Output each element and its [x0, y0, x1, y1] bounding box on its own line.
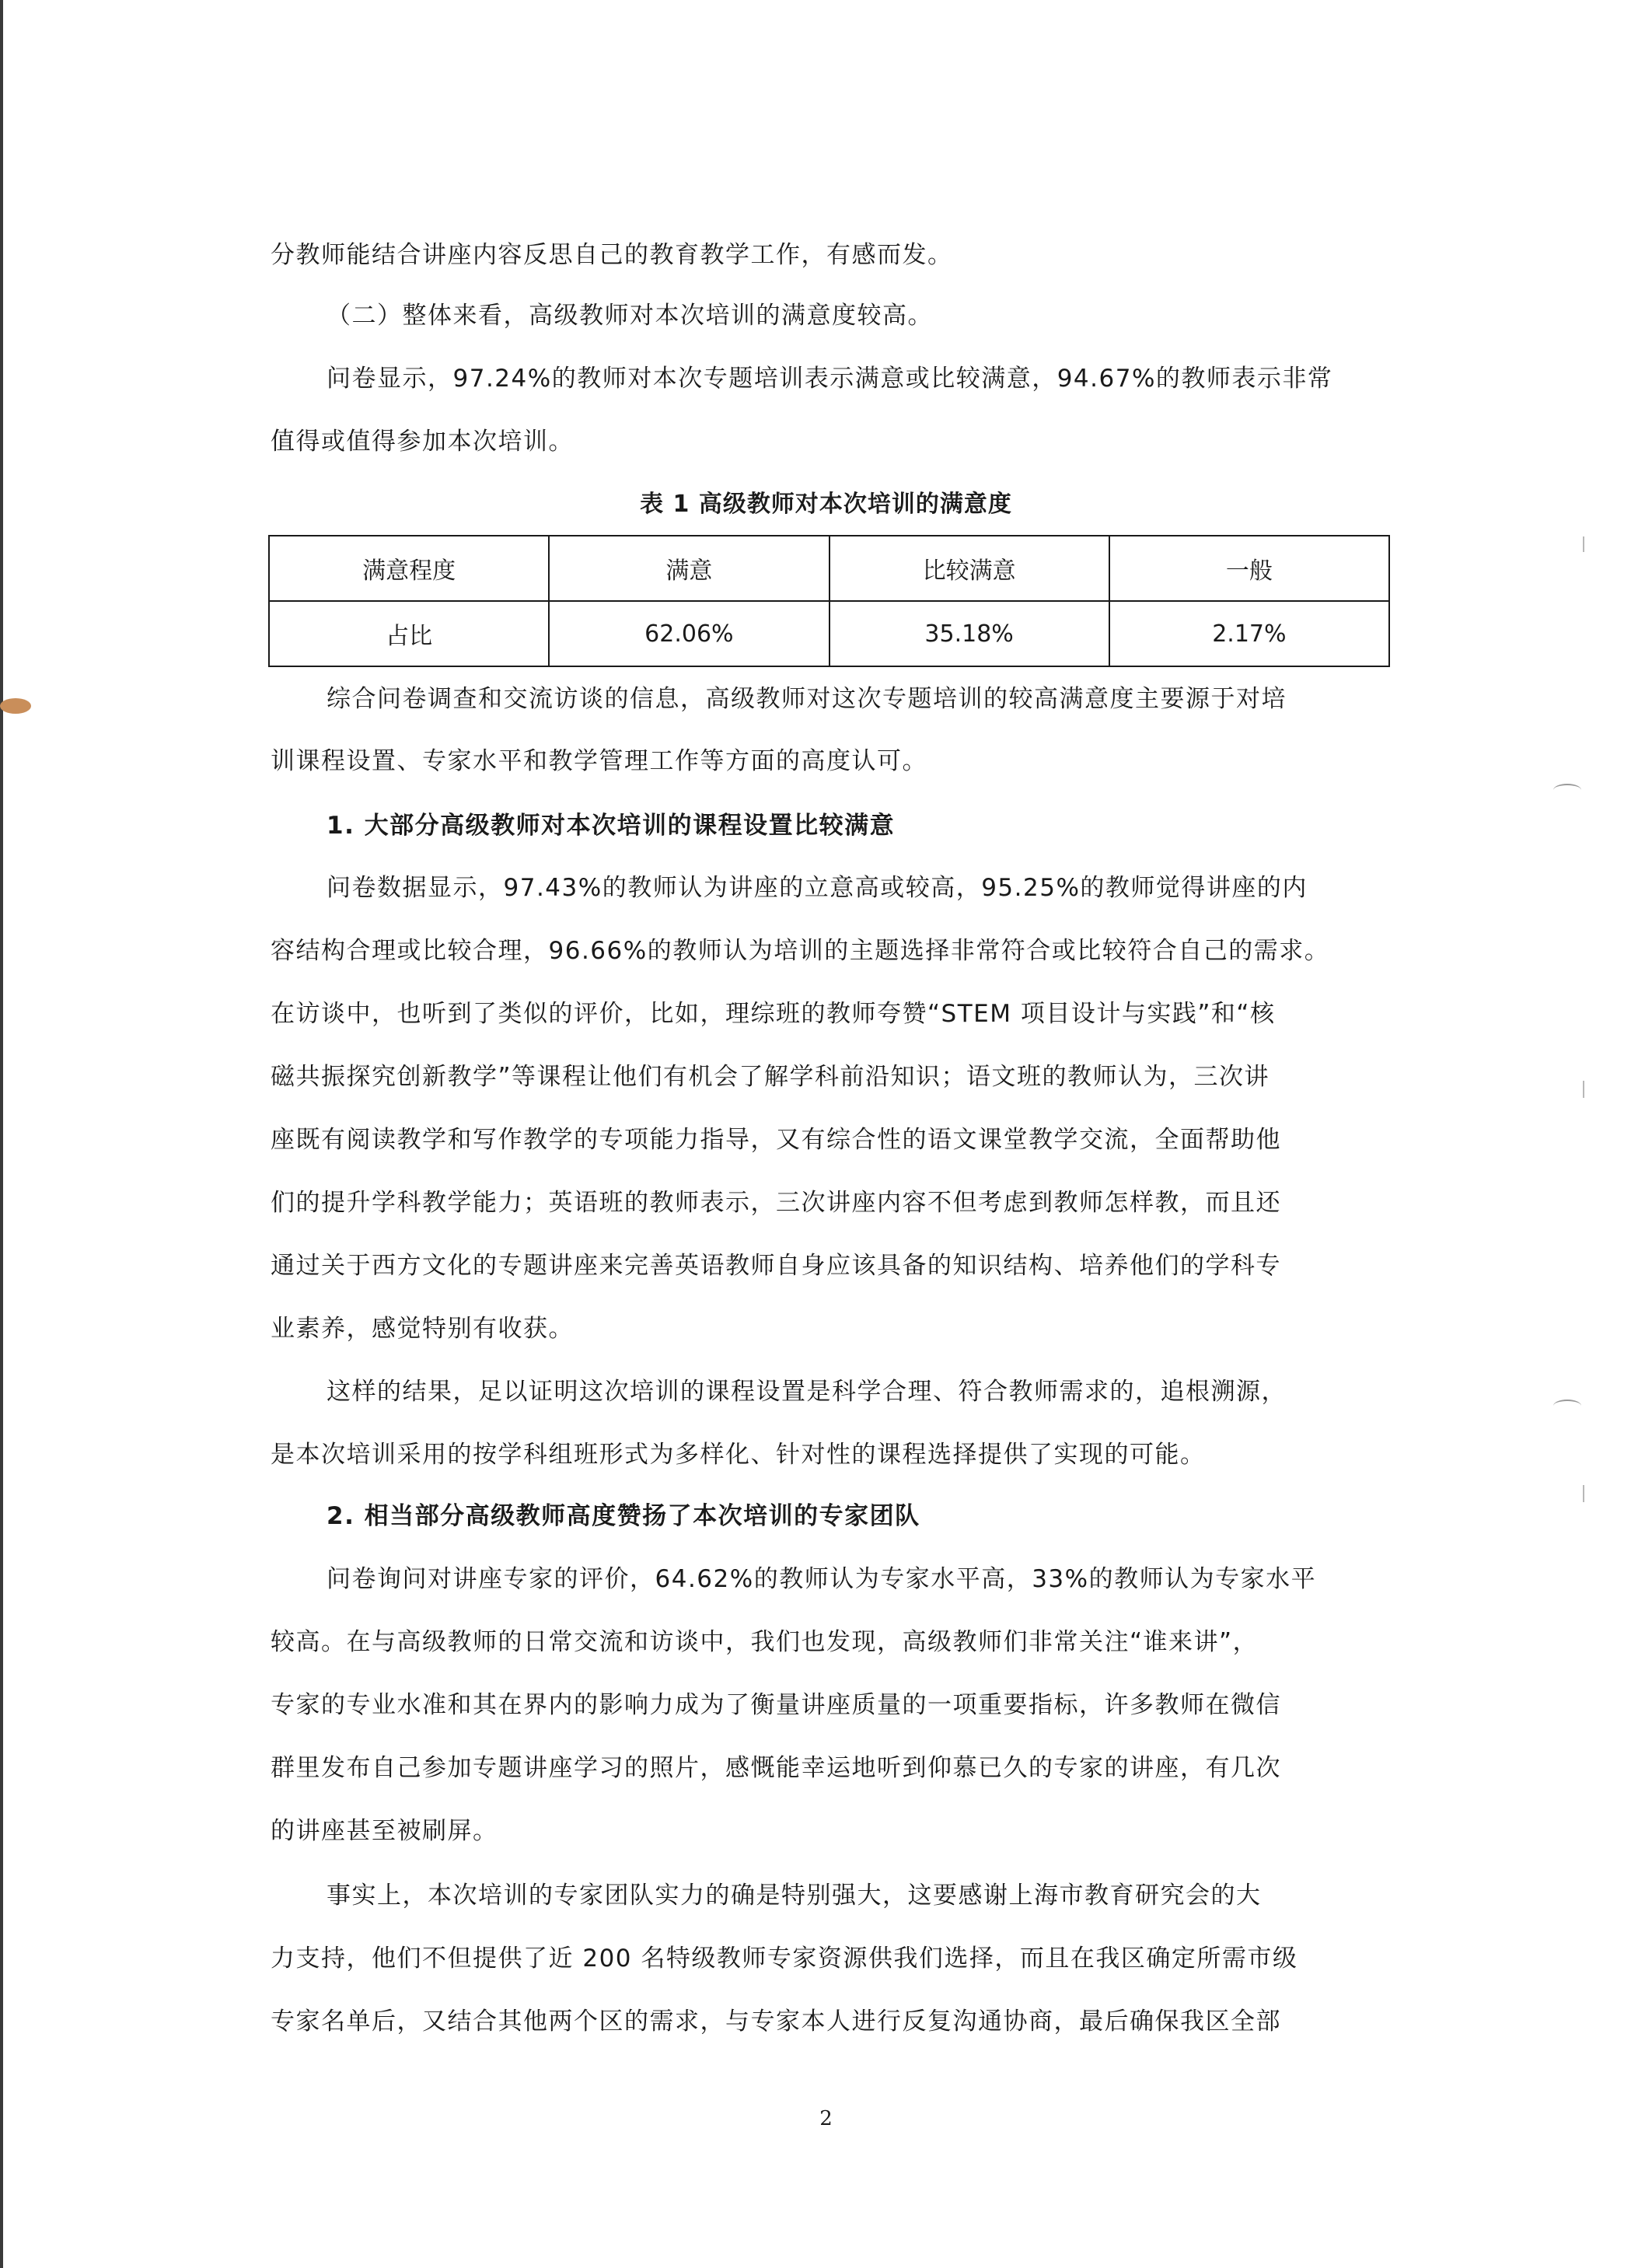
- table-row: [269, 601, 1389, 666]
- subheading: 1. 大部分高级教师对本次培训的课程设置比较满意: [327, 812, 896, 840]
- paragraph-line: 分教师能结合讲座内容反思自己的教育教学工作，有感而发。: [271, 241, 953, 269]
- table-cell: 35.18%: [829, 601, 1109, 666]
- paragraph-line: 这样的结果，足以证明这次培训的课程设置是科学合理、符合教师需求的，追根溯源，: [327, 1378, 1287, 1406]
- satisfaction-table: [268, 535, 1390, 667]
- paragraph-line: 问卷显示，97.24%的教师对本次专题培训表示满意或比较满意，94.67%的教师表示非常: [327, 365, 1333, 393]
- paragraph-line: 是本次培训采用的按学科组班形式为多样化、针对性的课程选择提供了实现的可能。: [271, 1441, 1206, 1469]
- paragraph-line: 专家名单后，又结合其他两个区的需求，与专家本人进行反复沟通协商，最后确保我区全部: [271, 2008, 1281, 2036]
- table-header-cell: 满意程度: [269, 536, 549, 601]
- page-number: 2: [819, 2107, 833, 2130]
- paragraph-line: 磁共振探究创新教学”等课程让他们有机会了解学科前沿知识；语文班的教师认为，三次讲: [271, 1063, 1270, 1091]
- paragraph-line: 座既有阅读教学和写作教学的专项能力指导，又有综合性的语文课堂教学交流，全面帮助他: [271, 1126, 1281, 1154]
- table-header-row: [269, 536, 1389, 601]
- paragraph-line: 事实上，本次培训的专家团队实力的确是特别强大，这要感谢上海市教育研究会的大: [327, 1882, 1262, 1910]
- table-header-cell: 比较满意: [829, 536, 1109, 601]
- paragraph-line: 训课程设置、专家水平和教学管理工作等方面的高度认可。: [271, 747, 927, 775]
- paragraph-line: 的讲座甚至被刷屏。: [271, 1817, 498, 1845]
- paragraph-line: 容结构合理或比较合理，96.66%的教师认为培训的主题选择非常符合或比较符合自己的需求。: [271, 937, 1330, 965]
- paragraph-line: 问卷询问对讲座专家的评价，64.62%的教师认为专家水平高，33%的教师认为专家水平: [327, 1565, 1317, 1593]
- paragraph-line: 通过关于西方文化的专题讲座来完善英语教师自身应该具备的知识结构、培养他们的学科专: [271, 1252, 1281, 1280]
- scan-mark: [1583, 536, 1584, 552]
- table-header-cell: 一般: [1109, 536, 1389, 601]
- table-header-cell: 满意: [549, 536, 829, 601]
- paragraph-line: 专家的专业水准和其在界内的影响力成为了衡量讲座质量的一项重要指标，许多教师在微信: [271, 1691, 1281, 1719]
- paragraph-line: 业素养，感觉特别有收获。: [271, 1315, 574, 1343]
- paragraph-line: 问卷数据显示，97.43%的教师认为讲座的立意高或较高，95.25%的教师觉得讲座的内: [327, 874, 1308, 902]
- table-cell: 62.06%: [549, 601, 829, 666]
- paragraph-line: 综合问卷调查和交流访谈的信息，高级教师对这次专题培训的较高满意度主要源于对培: [327, 685, 1287, 713]
- paragraph-line: 较高。在与高级教师的日常交流和访谈中，我们也发现，高级教师们非常关注“谁来讲”，: [271, 1628, 1259, 1656]
- paragraph-line: 群里发布自己参加专题讲座学习的照片，感慨能幸运地听到仰慕已久的专家的讲座，有几次: [271, 1754, 1281, 1782]
- table-cell: 占比: [269, 601, 549, 666]
- table-cell: 2.17%: [1109, 601, 1389, 666]
- paragraph-line: 值得或值得参加本次培训。: [271, 428, 574, 456]
- table-caption: 表 1 高级教师对本次培训的满意度: [640, 491, 1012, 518]
- paragraph-line: 们的提升学科教学能力；英语班的教师表示，三次讲座内容不但考虑到教师怎样教，而且还: [271, 1189, 1281, 1217]
- section-heading: （二）整体来看，高级教师对本次培训的满意度较高。: [327, 302, 933, 330]
- paragraph-line: 力支持，他们不但提供了近 200 名特级教师专家资源供我们选择，而且在我区确定所需市级: [271, 1945, 1298, 1973]
- subheading: 2. 相当部分高级教师高度赞扬了本次培训的专家团队: [327, 1502, 920, 1530]
- scan-mark: [1553, 784, 1581, 796]
- paragraph-line: 在访谈中，也听到了类似的评价，比如，理综班的教师夸赞“STEM 项目设计与实践”和“核: [271, 1000, 1276, 1028]
